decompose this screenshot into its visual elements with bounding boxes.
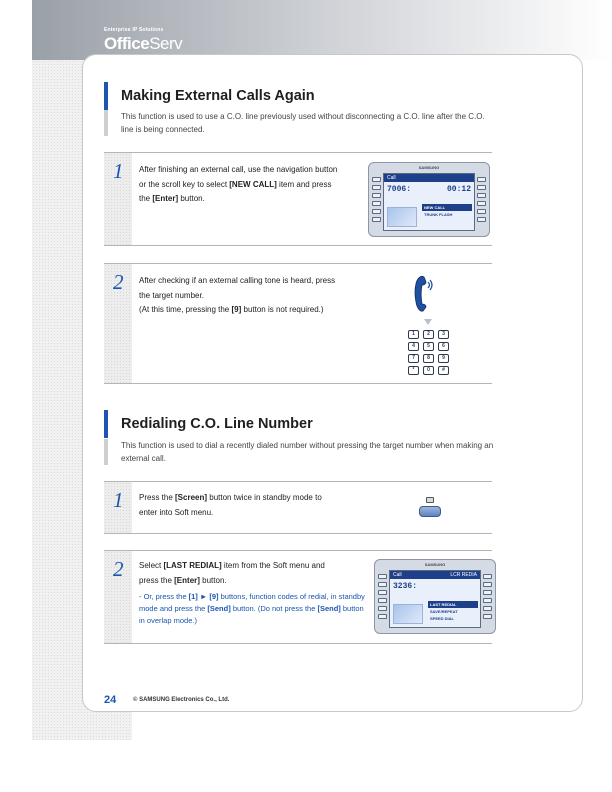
lcd-wallpaper	[387, 207, 417, 227]
handset-icon	[412, 274, 434, 314]
lcd-screen	[389, 570, 481, 628]
phone-display-last-redial	[374, 559, 496, 634]
key-label: [Send]	[317, 604, 341, 613]
key-label: [Enter]	[152, 194, 179, 203]
arrow-down-icon	[424, 319, 432, 325]
text-part: button. (Do not press the	[230, 604, 318, 613]
keypad-key: 7	[408, 354, 419, 363]
text-part: Select	[139, 561, 164, 570]
step-number: 1	[113, 488, 124, 512]
text-part: (At this time, pressing the	[139, 305, 232, 314]
keypad-key: *	[408, 366, 419, 375]
key-label: [NEW CALL]	[229, 179, 277, 189]
step-instructions	[139, 491, 339, 520]
lcd-status-left: Call	[393, 572, 402, 578]
text-part: - Or, press the	[139, 592, 189, 601]
step-note	[139, 591, 369, 627]
lcd-screen	[383, 173, 475, 231]
text-part: After checking if an external calling tone is heard, press the target number.	[139, 276, 336, 300]
lcd-call-timer: 00:12	[446, 185, 471, 194]
text-part: After finishing an external call, use the navigation button or the scroll key to select	[139, 165, 338, 189]
lcd-menu-item-new-call: NEW CALL	[422, 204, 472, 211]
lcd-dialed-number: 3236:	[393, 582, 418, 591]
phone-brand: SAMSUNG	[418, 165, 440, 170]
key-label: [1]	[188, 592, 198, 601]
keypad-key: 5	[423, 342, 434, 351]
lcd-menu-item-last-redial: LAST REDIAL	[428, 601, 478, 608]
keypad-key: 9	[438, 354, 449, 363]
key-label: [9]	[209, 592, 219, 601]
keypad-key: 8	[423, 354, 434, 363]
text-part: button.	[199, 575, 227, 585]
section-title-redial: Redialing C.O. Line Number	[104, 410, 313, 438]
page-number: 24	[104, 694, 117, 706]
lcd-menu-item-speed-dial: SPEED DIAL	[430, 616, 455, 621]
keypad-icon	[408, 330, 449, 375]
key-label: [9]	[231, 305, 242, 314]
keypad-key: #	[438, 366, 449, 375]
keypad-key: 3	[438, 330, 449, 339]
lcd-menu	[422, 204, 472, 218]
text-part: button in overlap mode.)	[139, 604, 364, 625]
lcd-menu-item-save-repeat: SAVE/REPEAT	[430, 609, 458, 614]
section-description-redial: This function is used to dial a recently dialed number without pressing the target number when making an external call.	[104, 439, 494, 465]
right-soft-keys	[477, 177, 486, 225]
brand-logo-light: Serv	[149, 34, 183, 53]
phone-display-new-call	[368, 162, 490, 237]
lcd-status-right: LCR REDIA	[450, 572, 477, 578]
screen-button-icon	[419, 506, 441, 517]
lcd-status-left: Call	[387, 175, 396, 181]
text-part: button.	[178, 194, 205, 203]
keypad-key: 2	[423, 330, 434, 339]
key-label: [Enter]	[174, 575, 200, 585]
brand-logo	[104, 34, 182, 54]
text-part: buttons, function codes of redial, in standby mode and press the	[139, 592, 365, 613]
lcd-menu-item-trunk-flash: TRUNK FLASH	[424, 212, 453, 217]
step-instructions	[139, 163, 339, 207]
keypad-key: 0	[423, 366, 434, 375]
step-number: 1	[113, 159, 124, 183]
key-label: [Send]	[207, 604, 231, 613]
lcd-status-bar	[390, 571, 480, 579]
text-part: item from the Soft menu and press the	[139, 561, 325, 585]
text-part: button twice in standby mode to enter into Soft menu.	[139, 493, 322, 517]
section-title-external-calls: Making External Calls Again	[104, 82, 315, 110]
envelope-icon	[426, 497, 434, 503]
left-soft-keys	[378, 574, 387, 622]
step-number: 2	[113, 270, 124, 294]
brand-subtitle: Enterprise IP Solutions	[104, 27, 164, 33]
text-part: ►	[197, 592, 210, 601]
text-part: Press the	[139, 493, 176, 502]
key-label: [Screen]	[175, 493, 208, 502]
left-soft-keys	[372, 177, 381, 225]
copyright: © SAMSUNG Electronics Co., Ltd.	[133, 697, 230, 703]
lcd-status-bar	[384, 174, 474, 182]
keypad-key: 6	[438, 342, 449, 351]
lcd-menu	[428, 601, 478, 622]
lcd-wallpaper	[393, 604, 423, 624]
lcd-number-row	[384, 182, 474, 197]
step-number: 2	[113, 557, 124, 581]
text-part: item and press the	[139, 179, 332, 203]
step-instructions	[139, 274, 339, 318]
keypad-key: 1	[408, 330, 419, 339]
phone-brand: SAMSUNG	[424, 562, 446, 567]
brand-logo-bold: Office	[104, 34, 150, 53]
section-description-external-calls: This function is used to use a C.O. line previously used without disconnecting a C.O. line after the C.O. line is being connected.	[104, 110, 494, 136]
key-label: [LAST REDIAL]	[163, 561, 222, 570]
step-instructions	[139, 559, 339, 588]
keypad-key: 4	[408, 342, 419, 351]
text-part: button is not required.)	[241, 305, 324, 314]
lcd-number-row	[390, 579, 480, 594]
right-soft-keys	[483, 574, 492, 622]
lcd-dialed-number: 7006:	[387, 185, 412, 194]
